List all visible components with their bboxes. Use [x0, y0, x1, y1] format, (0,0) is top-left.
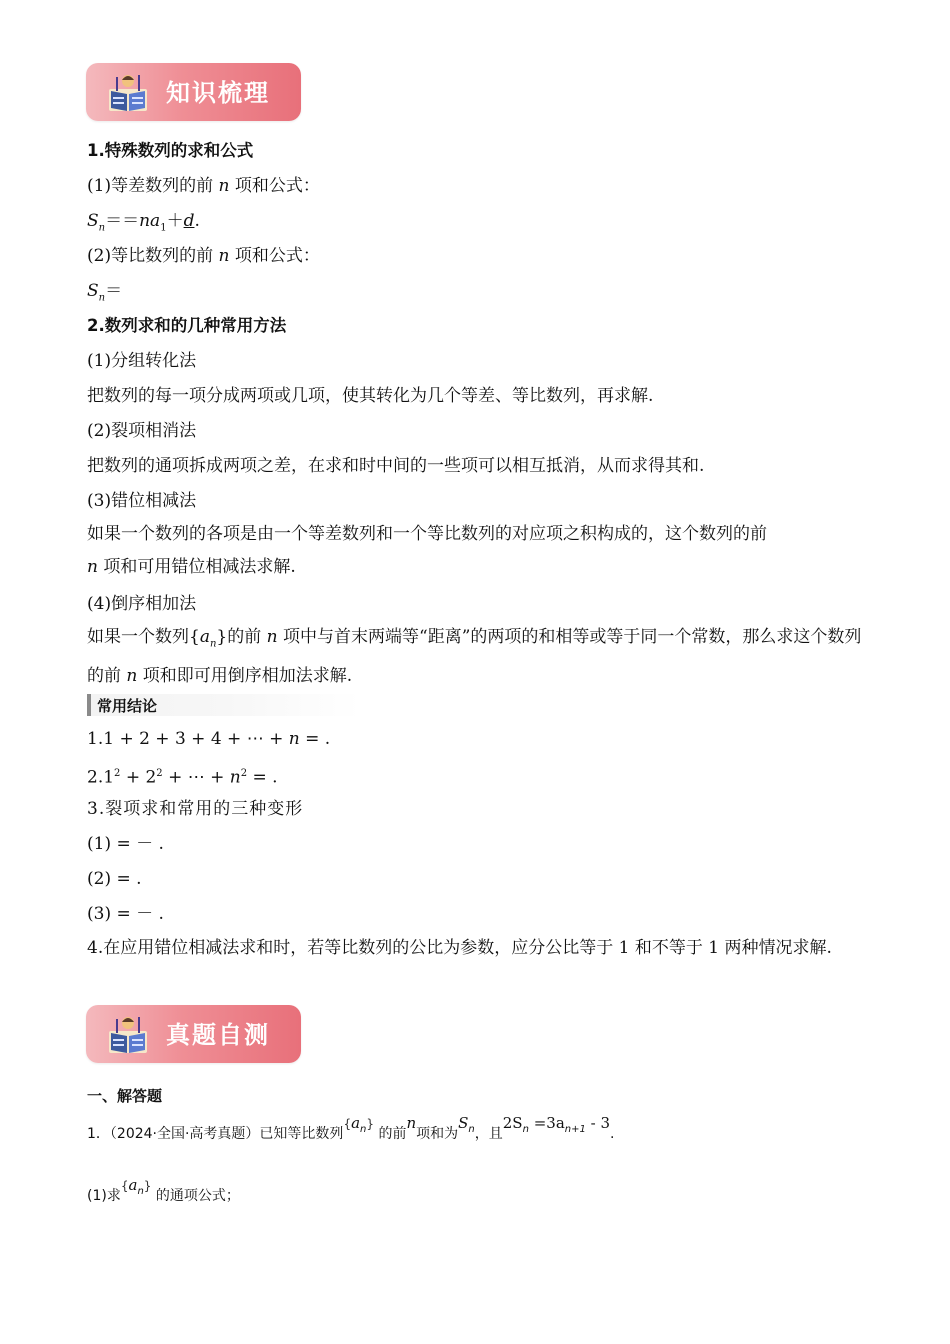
method-4-title: (4)倒序相加法	[87, 594, 197, 614]
geom-sum-intro: (2)等比数列的前 n 项和公式：	[87, 246, 320, 266]
conclusion-3-3: (3) = － .	[87, 904, 164, 924]
section-banner-exam	[86, 1005, 301, 1063]
book-icon	[108, 71, 148, 113]
book-icon	[108, 1013, 148, 1055]
method-2-text: 把数列的通项拆成两项之差，在求和时中间的一些项可以相互抵消，从而求得其和.	[87, 456, 705, 476]
conclusion-3-2: (2) = .	[87, 869, 142, 889]
arith-sum-intro: (1)等差数列的前 n 项和公式：	[87, 176, 320, 196]
conclusion-4: 4.在应用错位相减法求和时，若等比数列的公比为参数，应分公比等于 1 和不等于 1 两种情况求解.	[87, 938, 832, 958]
problem-1: 1．（2024·全国·高考真题）已知等比数列$\{a_n\}$ 的前n项和为$S_n$，且$2S_n =3a_{n+1} - 3$.	[87, 1114, 615, 1142]
section-title: 真题自测	[166, 1021, 270, 1049]
geom-sum-formula: $S_n=$	[87, 281, 123, 304]
arith-sum-formula: $S_n==na_1+d$.	[87, 211, 200, 234]
section-title: 知识梳理	[166, 79, 270, 107]
common-conclusions-tag: 常用结论	[87, 694, 361, 716]
heading-methods: 2.数列求和的几种常用方法	[87, 316, 287, 335]
method-1-text: 把数列的每一项分成两项或几项，使其转化为几个等差、等比数列，再求解.	[87, 386, 654, 406]
method-1-title: (1)分组转化法	[87, 351, 197, 371]
problem-1-part-1: (1)求$\{a_n\}$ 的通项公式；	[87, 1176, 240, 1204]
method-4-text: 如果一个数列$\{a_n\}$的前 n 项中与首末两端等“距离”的两项的和相等或等于同一个常数，那么求这个数列的前 n 项和即可用倒序相加法求解.	[87, 627, 862, 687]
method-3-text: 如果一个数列的各项是由一个等差数列和一个等比数列的对应项之积构成的，这个数列的前 n 项和可用错位相减法求解.	[87, 524, 767, 577]
section-banner-knowledge	[86, 63, 301, 121]
conclusion-2: $2.1^2 + 2^2$ + ⋯ + $n^2$ = .	[87, 767, 278, 788]
heading-special-sums: 1.特殊数列的求和公式	[87, 141, 254, 160]
method-2-title: (2)裂项相消法	[87, 421, 197, 441]
problems-heading: 一、解答题	[87, 1087, 163, 1105]
conclusion-1: 1.1 + 2 + 3 + 4 + ⋯ + n = .	[87, 729, 331, 749]
conclusion-3: 3.裂项求和常用的三种变形	[87, 799, 304, 819]
method-3-title: (3)错位相减法	[87, 491, 197, 511]
conclusion-3-1: (1) = － .	[87, 834, 164, 854]
